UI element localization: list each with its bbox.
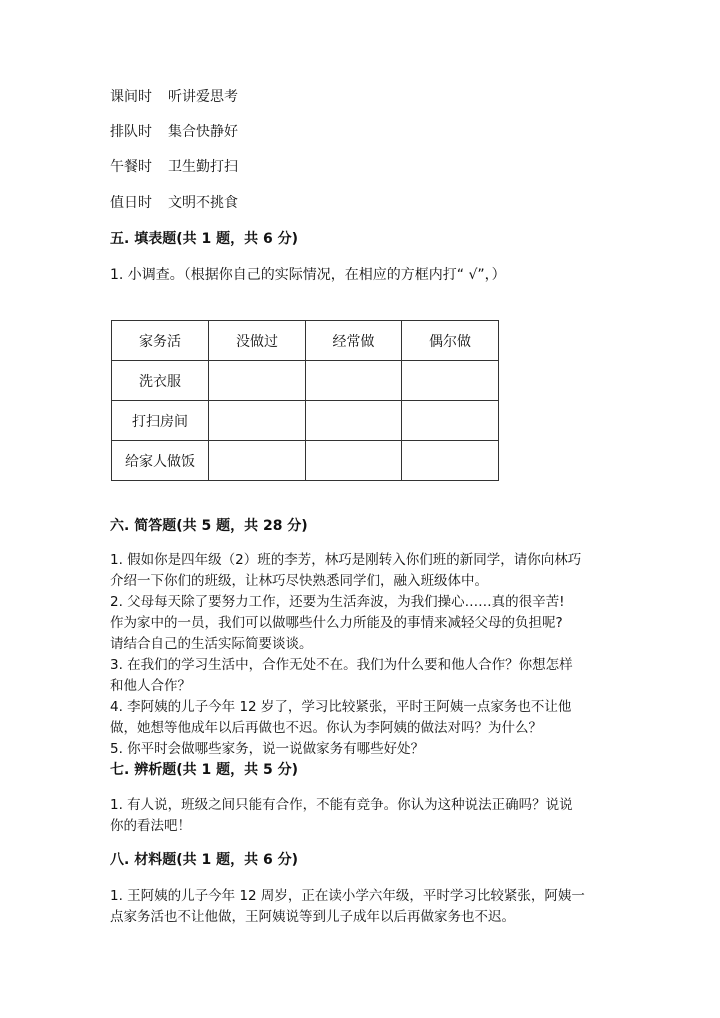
table-header-cell: 家务活 bbox=[112, 321, 209, 361]
text-line: 点家务活也不让他做，王阿姨说等到儿子成年以后再做家务也不迟。 bbox=[110, 909, 515, 925]
table-header-cell: 没做过 bbox=[209, 321, 306, 361]
habit-rule: 听讲爱思考 bbox=[168, 89, 238, 105]
check-cell[interactable] bbox=[402, 401, 499, 441]
text-line: 介绍一下你们的班级，让林巧尽快熟悉同学们，融入班级体中。 bbox=[110, 573, 488, 589]
habit-row bbox=[110, 87, 238, 107]
habit-row bbox=[110, 122, 238, 142]
check-cell[interactable] bbox=[306, 401, 402, 441]
section8-body bbox=[110, 886, 620, 928]
check-cell[interactable] bbox=[209, 361, 306, 401]
habit-time: 排队时 bbox=[110, 124, 152, 140]
habit-rule: 卫生勤打扫 bbox=[168, 159, 238, 175]
habit-time: 值日时 bbox=[110, 195, 152, 211]
table-header-cell: 经常做 bbox=[306, 321, 402, 361]
check-cell[interactable] bbox=[402, 361, 499, 401]
check-cell[interactable] bbox=[209, 401, 306, 441]
text-line: 请结合自己的生活实际简要谈谈。 bbox=[110, 636, 313, 652]
check-cell[interactable] bbox=[306, 441, 402, 481]
chores-table bbox=[111, 320, 499, 481]
section6-title: 六. 简答题(共 5 题，共 28 分) bbox=[110, 518, 308, 534]
text-line: 2. 父母每天除了要努力工作，还要为生活奔波，为我们操心……真的很辛苦! bbox=[110, 594, 565, 610]
table-header-row bbox=[112, 321, 499, 361]
chore-label: 洗衣服 bbox=[112, 361, 209, 401]
section6-body bbox=[110, 550, 620, 760]
chore-label: 给家人做饭 bbox=[112, 441, 209, 481]
section5-title: 五. 填表题(共 1 题，共 6 分) bbox=[110, 231, 298, 247]
text-line: 你的看法吧！ bbox=[110, 818, 191, 834]
text-line: 1. 王阿姨的儿子今年 12 周岁，正在读小学六年级，平时学习比较紧张，阿姨一 bbox=[110, 888, 585, 904]
habit-time: 午餐时 bbox=[110, 159, 152, 175]
text-line: 做，她想等他成年以后再做也不迟。你认为李阿姨的做法对吗？为什么？ bbox=[110, 720, 542, 736]
text-line: 1. 假如你是四年级（2）班的李芳，林巧是刚转入你们班的新同学，请你向林巧 bbox=[110, 552, 582, 568]
habit-time: 课间时 bbox=[110, 89, 152, 105]
table-header-cell: 偶尔做 bbox=[402, 321, 499, 361]
table-row bbox=[112, 401, 499, 441]
habit-row bbox=[110, 193, 238, 213]
check-cell[interactable] bbox=[402, 441, 499, 481]
text-line: 3. 在我们的学习生活中，合作无处不在。我们为什么要和他人合作？你想怎样 bbox=[110, 657, 573, 673]
habit-rule: 集合快静好 bbox=[168, 124, 238, 140]
text-line: 和他人合作？ bbox=[110, 678, 191, 694]
text-line: 1. 有人说，班级之间只能有合作，不能有竞争。你认为这种说法正确吗？说说 bbox=[110, 797, 573, 813]
check-cell[interactable] bbox=[306, 361, 402, 401]
section7-body bbox=[110, 795, 620, 837]
text-line: 作为家中的一员，我们可以做哪些什么力所能及的事情来减轻父母的负担呢? bbox=[110, 615, 563, 631]
chore-label: 打扫房间 bbox=[112, 401, 209, 441]
table-row bbox=[112, 441, 499, 481]
section5-question: 1. 小调查。（根据你自己的实际情况，在相应的方框内打“ √”，） bbox=[110, 267, 506, 283]
habit-row bbox=[110, 157, 238, 177]
check-cell[interactable] bbox=[209, 441, 306, 481]
text-line: 5. 你平时会做哪些家务，说一说做家务有哪些好处？ bbox=[110, 741, 425, 757]
table-row bbox=[112, 361, 499, 401]
habit-rule: 文明不挑食 bbox=[168, 195, 238, 211]
text-line: 4. 李阿姨的儿子今年 12 岁了，学习比较紧张，平时王阿姨一点家务也不让他 bbox=[110, 699, 572, 715]
section8-title: 八. 材料题(共 1 题，共 6 分) bbox=[110, 852, 298, 868]
section7-title: 七. 辨析题(共 1 题，共 5 分) bbox=[110, 762, 298, 778]
